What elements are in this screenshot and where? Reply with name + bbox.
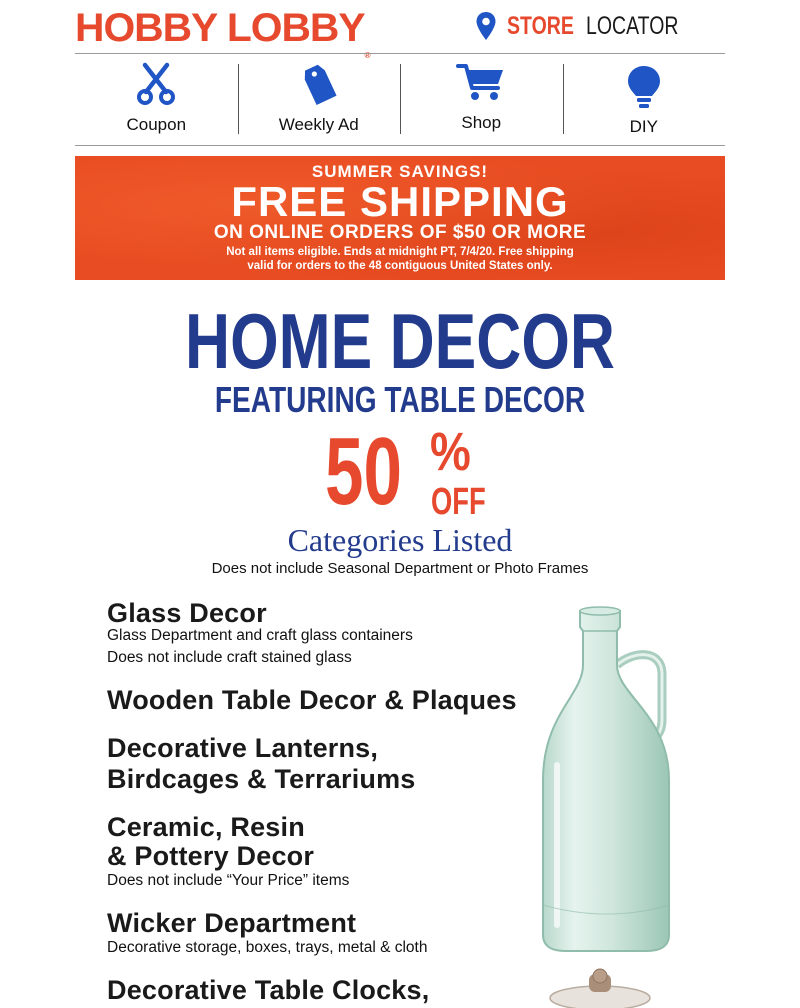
category-wicker-detail: Decorative storage, boxes, trays, metal & cloth [107,939,428,956]
discount-percent-sign: % [430,422,471,482]
discount-off: OFF [431,481,486,523]
nav-weekly-ad[interactable] [238,54,401,144]
nav-diy-label: DIY [629,117,658,136]
banner-free-shipping: FREE SHIPPING [231,178,569,225]
icon-nav [75,54,725,144]
hobby-lobby-logo[interactable] [75,6,370,60]
nav-shop-label: Shop [461,113,502,132]
banner-online-orders: ON ONLINE ORDERS OF $50 OR MORE [213,222,587,243]
exclusion-note: Does not include Seasonal Department or Photo Frames [211,560,589,577]
store-locator-second: LOCATOR [586,11,679,40]
discount-number: 50 [325,418,402,525]
clock-top-image [545,968,655,1008]
category-lanterns-line2[interactable]: Birdcages & Terrariums [107,764,416,794]
nav-weekly-ad-label: Weekly Ad [278,115,359,134]
categories-listed: Categories Listed [287,522,513,558]
category-ceramic-line1[interactable]: Ceramic, Resin [107,812,305,842]
header-divider-bottom [75,145,725,146]
category-wooden-table-decor[interactable]: Wooden Table Decor & Plaques [107,685,517,715]
scissors-icon [136,62,176,106]
headline-home-decor: HOME DECOR [185,297,615,385]
banner-fine-print [75,245,725,273]
category-ceramic-line2[interactable]: & Pottery Decor [107,841,315,871]
email-content [75,0,725,1005]
free-shipping-banner[interactable] [75,156,725,280]
banner-fine-print-line1: Not all items eligible. Ends at midnight PT, 7/4/20. Free shipping [226,246,574,258]
store-locator-link[interactable] [475,10,705,42]
map-pin-icon [475,11,497,41]
headline-featuring: FEATURING TABLE DECOR [214,379,586,420]
category-glass-detail-1: Glass Department and craft glass containers [107,627,413,644]
nav-diy[interactable] [563,54,726,144]
banner-summer-savings: SUMMER SAVINGS! [311,162,489,181]
nav-coupon[interactable] [75,54,238,144]
category-table-clocks[interactable]: Decorative Table Clocks, [107,975,430,1005]
nav-shop[interactable] [400,54,563,144]
discount-badge [325,418,495,525]
logo-text: HOBBY LOBBY [75,6,365,50]
category-ceramic-detail: Does not include “Your Price” items [107,872,350,889]
banner-fine-print-line2: valid for orders to the 48 contiguous United States only. [247,260,553,272]
category-lanterns-line1[interactable]: Decorative Lanterns, [107,733,379,763]
category-glass-decor[interactable]: Glass Decor [107,598,267,628]
nav-coupon-label: Coupon [126,115,187,134]
lightbulb-icon [626,64,662,110]
shopping-cart-icon [456,62,506,102]
glass-jug-image [535,605,680,955]
store-locator-first: STORE [506,11,574,40]
registered-mark: ® [364,51,370,60]
price-tag-icon [299,62,339,106]
category-wicker[interactable]: Wicker Department [107,908,357,938]
category-glass-detail-2: Does not include craft stained glass [107,649,352,666]
